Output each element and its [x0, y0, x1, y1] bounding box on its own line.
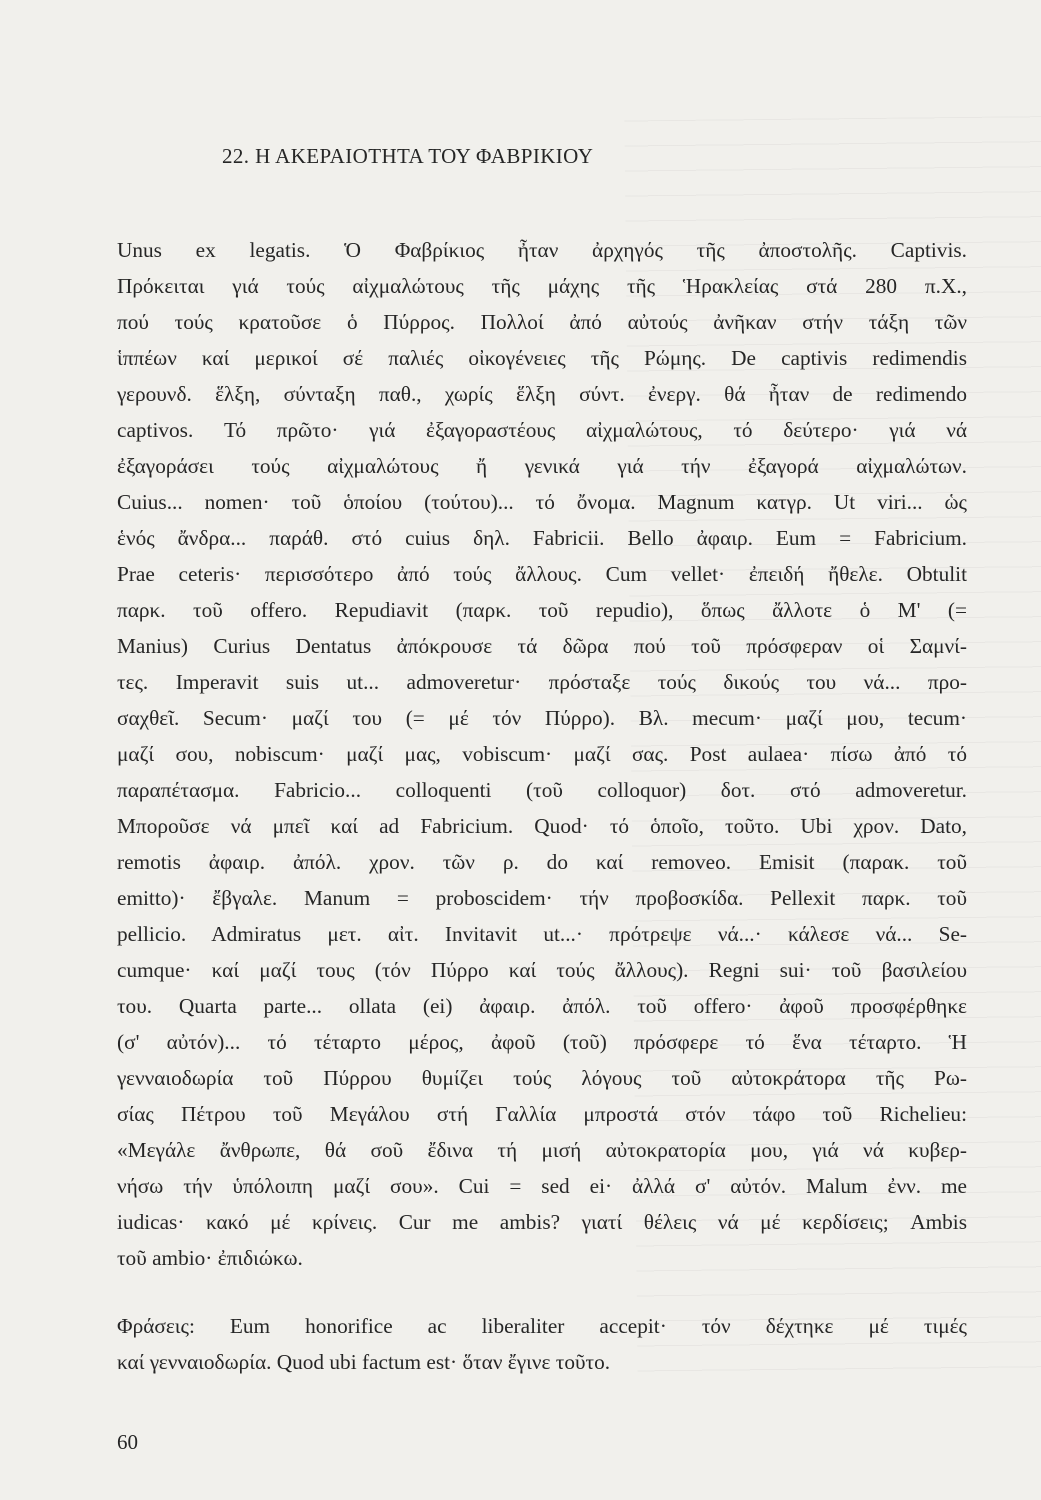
commentary-line: σαχθεῖ. Secum· μαζί του (= μέ τόν Πύρρο). Βλ. mecum· μαζί μου, tecum·: [117, 706, 967, 730]
commentary-line: σίας Πέτρου τοῦ Μεγάλου στή Γαλλία μπροστά στόν τάφο τοῦ Richelieu:: [117, 1102, 967, 1126]
commentary-line: μαζί σου, nobiscum· μαζί μας, vobiscum· μαζί σας. Post aulaea· πίσω ἀπό τό: [117, 742, 967, 766]
commentary-line: ἐξαγοράσει τούς αἰχμαλώτους ἤ γενικά γιά τήν ἐξαγορά αἰχμαλώτων.: [117, 454, 967, 478]
commentary-line: νήσω τήν ὑπόλοιπη μαζί σου». Cui = sed ei· ἀλλά σ' αὐτόν. Malum ἐνν. me: [117, 1174, 967, 1198]
commentary-line: emitto)· ἔβγαλε. Manum = proboscidem· τήν προβοσκίδα. Pellexit παρκ. τοῦ: [117, 886, 967, 910]
page-number: 60: [117, 1430, 138, 1454]
commentary-line: παρκ. τοῦ offero. Repudiavit (παρκ. τοῦ repudio), ὅπως ἄλλοτε ὁ Μ' (=: [117, 598, 967, 622]
commentary-line: iudicas· κακό μέ κρίνεις. Cur me ambis? γιατί θέλεις νά μέ κερδίσεις; Ambis: [117, 1210, 967, 1234]
commentary-line: cumque· καί μαζί τους (τόν Πύρρο καί τούς ἄλλους). Regni sui· τοῦ βασιλείου: [117, 958, 967, 982]
commentary-line: πού τούς κρατοῦσε ὁ Πύρρος. Πολλοί ἀπό αὐτούς ἀνῆκαν στήν τάξη τῶν: [117, 310, 967, 334]
commentary-line: Unus ex legatis. Ὁ Φαβρίκιος ἦταν ἀρχηγός τῆς ἀποστολῆς. Captivis.: [117, 238, 967, 262]
commentary-line: Μποροῦσε νά μπεῖ καί ad Fabricium. Quod· τό ὁποῖο, τοῦτο. Ubi χρον. Dato,: [117, 814, 967, 838]
commentary-line: remotis ἀφαιρ. ἀπόλ. χρον. τῶν ρ. do καί removeo. Emisit (παρακ. τοῦ: [117, 850, 967, 874]
commentary-line: ἱππέων καί μερικοί σέ παλιές οἰκογένειες τῆς Ρώμης. De captivis redimendis: [117, 346, 967, 370]
commentary-line: (σ' αὐτόν)... τό τέταρτο μέρος, ἀφοῦ (τοῦ) πρόσφερε τό ἕνα τέταρτο. Ἡ: [117, 1030, 967, 1054]
commentary-line: Πρόκειται γιά τούς αἰχμαλώτους τῆς μάχης τῆς Ἡρακλείας στά 280 π.Χ.,: [117, 274, 967, 298]
commentary-line: τοῦ ambio· ἐπιδιώκω.: [117, 1246, 303, 1270]
commentary-line: Prae ceteris· περισσότερο ἀπό τούς ἄλλους. Cum vellet· ἐπειδή ἤθελε. Obtulit: [117, 562, 967, 586]
commentary-line: γερουνδ. ἕλξη, σύνταξη παθ., χωρίς ἕλξη σύντ. ἐνεργ. θά ἦταν de redimendo: [117, 382, 967, 406]
commentary-line: ἑνός ἄνδρα... παράθ. στό cuius δηλ. Fabricii. Bello ἀφαιρ. Eum = Fabricium.: [117, 526, 967, 550]
commentary-line: παραπέτασμα. Fabricio... colloquenti (τοῦ colloquor) δοτ. στό admoveretur.: [117, 778, 967, 802]
phrases-line: Φράσεις: Eum honorifice ac liberaliter accepit· τόν δέχτηκε μέ τιμές: [117, 1314, 967, 1338]
commentary-line: του. Quarta parte... ollata (ei) ἀφαιρ. ἀπόλ. τοῦ offero· ἀφοῦ προσφέρθηκε: [117, 994, 967, 1018]
commentary-line: τες. Imperavit suis ut... admoveretur· πρόσταξε τούς δικούς του νά... προ-: [117, 670, 967, 694]
commentary-line: captivos. Τό πρῶτο· γιά ἐξαγοραστέους αἰχμαλώτους, τό δεύτερο· γιά νά: [117, 418, 967, 442]
phrases-line: καί γενναιοδωρία. Quod ubi factum est· ὅταν ἔγινε τοῦτο.: [117, 1350, 611, 1374]
commentary-line: γενναιοδωρία τοῦ Πύρρου θυμίζει τούς λόγους τοῦ αὐτοκράτορα τῆς Ρω-: [117, 1066, 967, 1090]
commentary-line: Cuius... nomen· τοῦ ὁποίου (τούτου)... τό ὄνομα. Magnum κατγρ. Ut viri... ὡς: [117, 490, 967, 514]
chapter-title: 22. Η ΑΚΕΡΑΙΟΤΗΤΑ ΤΟΥ ΦΑΒΡΙΚΙΟΥ: [222, 144, 594, 168]
commentary-line: pellicio. Admiratus μετ. αἰτ. Invitavit ut...· πρότρεψε νά...· κάλεσε νά... Se-: [117, 922, 967, 946]
commentary-line: Manius) Curius Dentatus ἀπόκρουσε τά δῶρα πού τοῦ πρόσφεραν οἱ Σαμνί-: [117, 634, 967, 658]
commentary-line: «Μεγάλε ἄνθρωπε, θά σοῦ ἔδινα τή μισή αὐτοκρατορία μου, γιά νά κυβερ-: [117, 1138, 967, 1162]
